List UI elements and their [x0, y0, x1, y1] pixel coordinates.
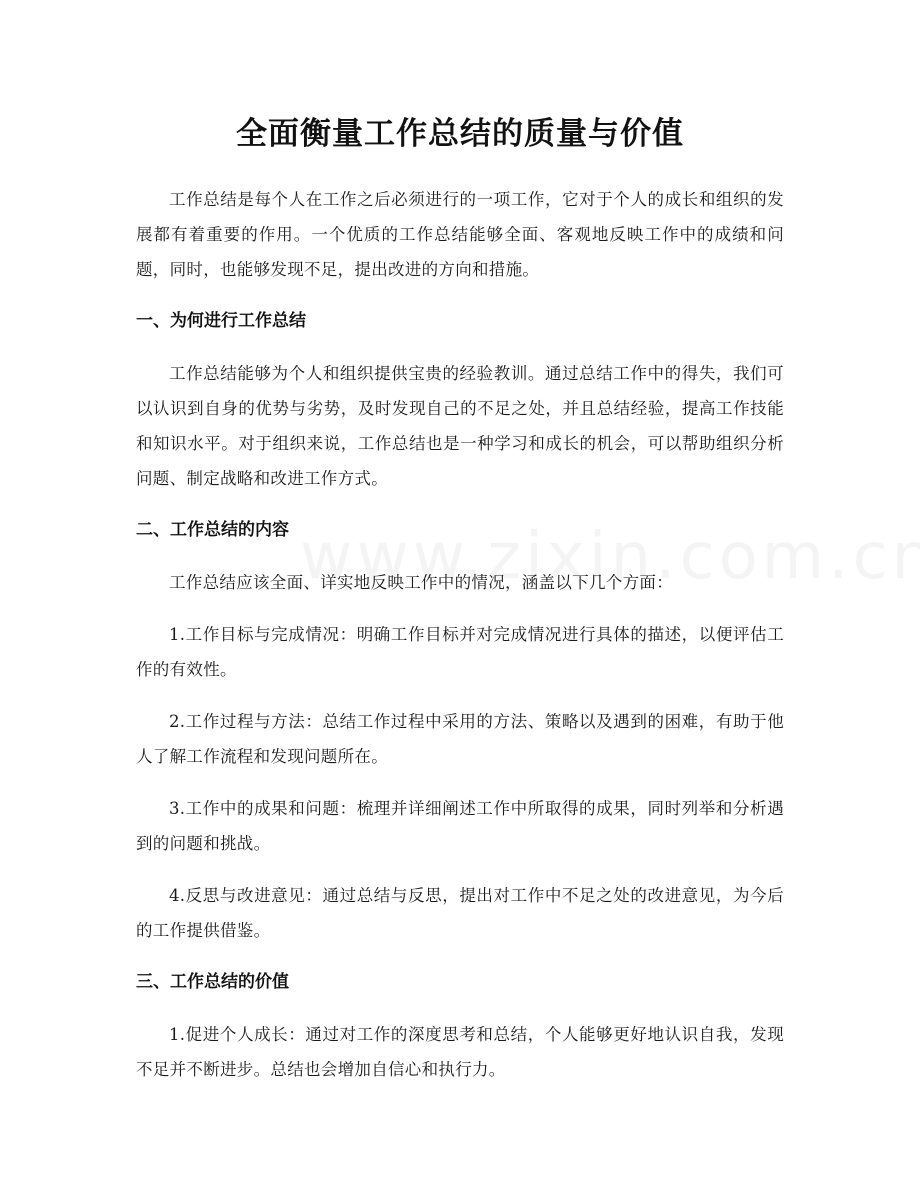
document-title: 全面衡量工作总结的质量与价值 — [236, 116, 684, 152]
section-1-paragraph: 工作总结能够为个人和组织提供宝贵的经验教训。通过总结工作中的得失，我们可以认识到自身的优势与劣势，及时发现自己的不足之处，并且总结经验，提高工作技能和知识水平。对于组织来说，工作总结也是一种学习和成长的机会，可以帮助组织分析问题、制定战略和改进工作方式。 — [136, 364, 784, 488]
section-2-item-2: 2.工作过程与方法：总结工作过程中采用的方法、策略以及遇到的困难，有助于他人了解工作流程和发现问题所在。 — [136, 712, 784, 766]
section-2-item-4: 4.反思与改进意见：通过总结与反思，提出对工作中不足之处的改进意见，为今后的工作提供借鉴。 — [136, 886, 784, 940]
document-body — [136, 182, 784, 1104]
section-2-intro-paragraph: 工作总结应该全面、详实地反映工作中的情况，涵盖以下几个方面： — [169, 573, 673, 592]
section-heading-3: 三、工作总结的价值 — [136, 972, 289, 992]
section-heading-2: 二、工作总结的内容 — [136, 520, 289, 540]
section-2-item-3: 3.工作中的成果和问题：梳理并详细阐述工作中所取得的成果，同时列举和分析遇到的问题和挑战。 — [136, 799, 784, 853]
section-3-item-1: 1.促进个人成长：通过对工作的深度思考和总结，个人能够更好地认识自我，发现不足并不断进步。总结也会增加自信心和执行力。 — [136, 1025, 784, 1079]
section-2-item-1: 1.工作目标与完成情况：明确工作目标并对完成情况进行具体的描述，以便评估工作的有效性。 — [136, 625, 784, 679]
section-heading-1: 一、为何进行工作总结 — [136, 311, 306, 331]
intro-paragraph: 工作总结是每个人在工作之后必须进行的一项工作，它对于个人的成长和组织的发展都有着重要的作用。一个优质的工作总结能够全面、客观地反映工作中的成绩和问题，同时，也能够发现不足，提出改进的方向和措施。 — [136, 190, 784, 279]
